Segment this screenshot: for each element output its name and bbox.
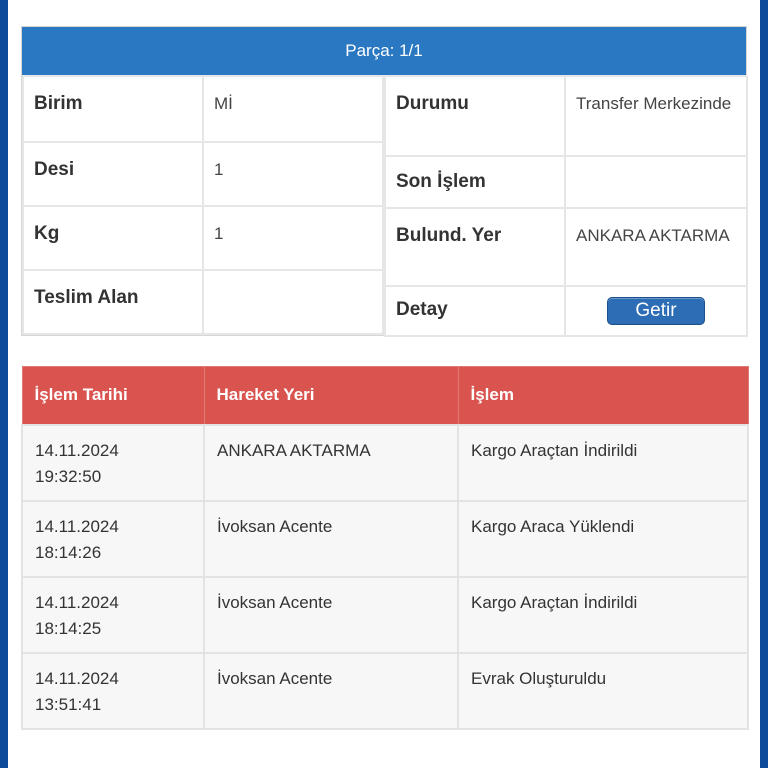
bulund-yer-value: ANKARA AKTARMA [565,208,747,286]
detay-label: Detay [385,286,565,336]
teslim-alan-label: Teslim Alan [23,270,203,334]
row-action: Evrak Oluşturuldu [458,653,748,729]
table-row [22,501,748,577]
row-time: 18:14:26 [35,542,102,562]
page [8,0,760,768]
desi-label: Desi [23,142,203,206]
row-date: 14.11.2024 [35,516,119,536]
row-place: İvoksan Acente [204,653,458,729]
durumu-label: Durumu [385,76,565,156]
parcel-info-left [22,75,384,335]
kg-label: Kg [23,206,203,270]
info-row-teslim-alan [23,270,383,334]
history-table [21,366,749,730]
info-row-kg [23,206,383,270]
table-row [22,653,748,729]
row-time: 19:32:50 [35,466,102,486]
bulund-yer-label: Bulund. Yer [385,208,565,286]
parcel-info-right [384,75,748,337]
birim-label: Birim [23,76,203,142]
row-time: 13:51:41 [35,694,102,714]
info-row-son-islem [385,156,747,208]
table-row [22,425,748,501]
row-time: 18:14:25 [35,618,102,638]
row-action: Kargo Araçtan İndirildi [458,425,748,501]
table-row [22,577,748,653]
getir-button[interactable]: Getir [607,297,705,325]
info-row-birim [23,76,383,142]
parcel-panel-body [22,75,746,335]
parcel-panel [21,26,747,336]
birim-value: Mİ [203,76,383,142]
row-datetime [22,577,204,653]
row-date: 14.11.2024 [35,592,119,612]
header-islem-tarihi: İşlem Tarihi [22,367,204,425]
kg-value: 1 [203,206,383,270]
row-action: Kargo Araca Yüklendi [458,501,748,577]
header-hareket-yeri: Hareket Yeri [204,367,458,425]
info-row-detay [385,286,747,336]
parcel-panel-title: Parça: 1/1 [22,27,746,75]
row-datetime [22,425,204,501]
row-place: İvoksan Acente [204,501,458,577]
son-islem-label: Son İşlem [385,156,565,208]
info-row-durumu [385,76,747,156]
row-date: 14.11.2024 [35,668,119,688]
row-date: 14.11.2024 [35,440,119,460]
row-datetime [22,653,204,729]
info-row-desi [23,142,383,206]
desi-value: 1 [203,142,383,206]
teslim-alan-value [203,270,383,334]
son-islem-value [565,156,747,208]
info-row-bulund-yer [385,208,747,286]
history-header-row [22,367,748,425]
row-datetime [22,501,204,577]
row-action: Kargo Araçtan İndirildi [458,577,748,653]
row-place: ANKARA AKTARMA [204,425,458,501]
row-place: İvoksan Acente [204,577,458,653]
detay-cell [565,286,747,336]
header-islem: İşlem [458,367,748,425]
durumu-value: Transfer Merkezinde [565,76,747,156]
